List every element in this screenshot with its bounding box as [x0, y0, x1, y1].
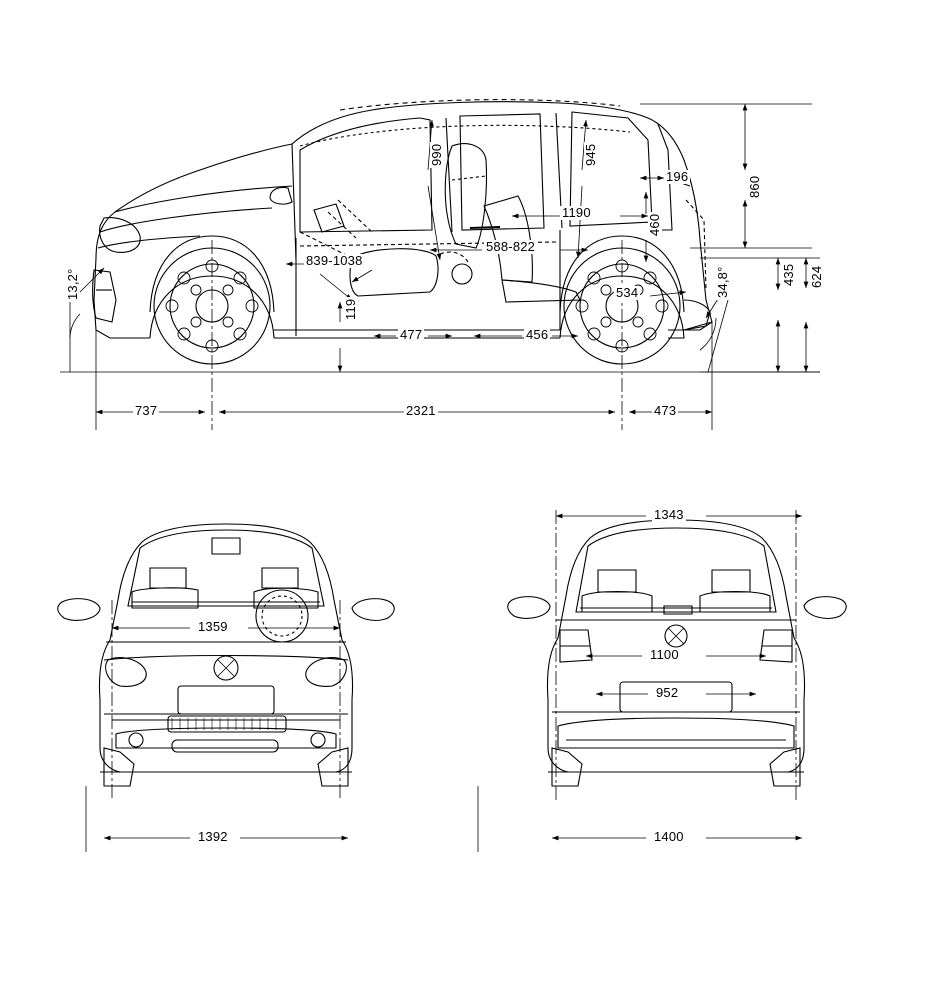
dim-label-roof-rear-height: 945 [583, 143, 598, 166]
dim-label-rear-overhang: 473 [654, 403, 677, 418]
dim-label-front-seat-length: 477 [400, 327, 423, 342]
dim-label-approach-angle: 13,2° [65, 268, 80, 300]
dim-label-interior-width-shoulder: 1190 [562, 205, 591, 220]
dim-label-rear-opening-height: 460 [647, 213, 662, 236]
dim-label-ground-clearance: 119 [343, 298, 358, 320]
dim-label-tailgate-opening-width: 952 [656, 685, 679, 700]
dim-label-front-interior-width: 1359 [198, 619, 228, 634]
rear-view-dimension-lines [478, 507, 802, 852]
dim-label-rear-seat-length: 456 [526, 327, 549, 342]
side-view-car-outline [93, 100, 712, 364]
dim-label-seat-travel: 839-1038 [306, 253, 363, 268]
dim-label-rear-load-height: 435 [781, 263, 796, 286]
front-view-dimension-lines [86, 600, 348, 852]
front-view-car-outline [58, 524, 395, 786]
dim-label-rear-overhang-detail: 196 [666, 169, 689, 184]
dim-label-wheelbase: 2321 [406, 403, 436, 418]
dim-label-rear-sill-height: 624 [809, 265, 824, 288]
dim-label-overall-width: 1343 [654, 507, 684, 522]
dim-label-rear-interior-width: 1100 [650, 647, 679, 662]
dim-label-front-track: 1392 [198, 829, 228, 844]
dim-label-load-floor-height: 534 [616, 285, 639, 300]
dim-label-departure-angle: 34,8° [715, 266, 730, 298]
dim-label-headroom-range: 588-822 [486, 239, 536, 254]
dim-label-roof-front-height: 990 [429, 143, 444, 166]
dim-label-front-overhang: 737 [135, 403, 158, 418]
dim-label-total-height: 860 [747, 175, 762, 198]
dim-label-rear-track: 1400 [654, 829, 684, 844]
